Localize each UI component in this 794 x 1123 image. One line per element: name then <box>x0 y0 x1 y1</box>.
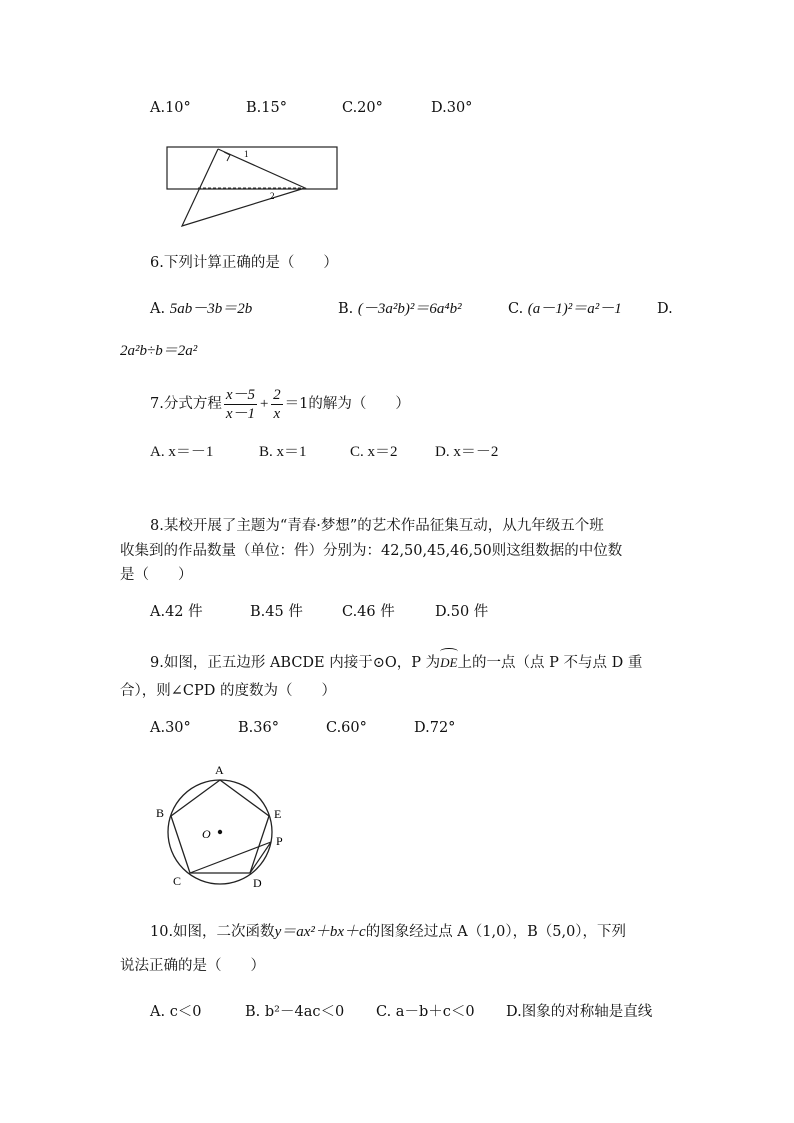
q7-option-d: D. x＝－2 <box>435 444 499 460</box>
q6-option-d-expr <box>120 341 197 361</box>
label-p: P <box>276 834 283 848</box>
q7-stem-prefix: 7.分式方程 <box>150 396 222 412</box>
q9-arc-mark-icon <box>440 648 457 655</box>
q7-option-a: A. x＝－1 <box>150 444 214 460</box>
q10-option-b: B. b²－4ac＜0 <box>245 1004 345 1020</box>
q7-stem-suffix: ＝1的解为（ ） <box>284 396 410 412</box>
label-d: D <box>253 876 262 890</box>
q9-option-b: B.36° <box>238 720 279 736</box>
q9-stem-line-1 <box>150 651 642 673</box>
angle-label-1: 1 <box>244 149 249 159</box>
q6-option-a <box>150 299 252 319</box>
q10-option-a: A. c＜0 <box>150 1004 202 1020</box>
q6-option-c-prefix: C. <box>508 301 524 317</box>
q5-option-b: B.15° <box>246 100 287 116</box>
q7-fraction-1-den: x－1 <box>225 405 256 422</box>
q6-stem: 6.下列计算正确的是（ ） <box>150 255 338 271</box>
q6-option-d-expr-text: 2a²b÷b＝2a² <box>120 343 198 359</box>
q6-option-d-prefix: D. <box>657 301 673 317</box>
q9-figure-pentagon-circle <box>150 760 300 892</box>
label-e: E <box>274 807 282 821</box>
q6-option-b-expr: (－3a²b)²＝6a⁴b² <box>357 301 462 317</box>
label-a: A <box>215 763 224 777</box>
ruler-rect <box>167 147 337 189</box>
q10-stem-line-1 <box>150 922 626 942</box>
q7-fraction-2 <box>271 386 283 423</box>
q7-stem <box>150 384 410 424</box>
q5-figure-ruler-triangle <box>160 140 345 232</box>
q10-stem-suffix: 的图象经过点 A（1,0），B（5,0），下列 <box>365 924 627 940</box>
q8-option-a: A.42 件 <box>150 604 203 620</box>
q7-option-b: B. x＝1 <box>259 444 307 460</box>
q6-option-c <box>508 299 622 319</box>
q8-stem-line-1: 8.某校开展了主题为“青春·梦想”的艺术作品征集互动，从九年级五个班 <box>150 518 604 534</box>
q6-option-c-expr: (a－1)²＝a²－1 <box>527 301 622 317</box>
q7-fraction-2-num: 2 <box>273 386 281 403</box>
q9-stem-prefix: 9.如图，正五边形 ABCDE 内接于⊙O，P 为 <box>150 655 441 671</box>
q6-option-b-prefix: B. <box>338 301 354 317</box>
q6-option-a-prefix: A. <box>150 301 166 317</box>
q7-option-c: C. x＝2 <box>350 444 398 460</box>
q9-stem-line-2: 合），则∠CPD 的度数为（ ） <box>120 683 336 699</box>
q9-option-c: C.60° <box>326 720 367 736</box>
q8-option-d: D.50 件 <box>435 604 489 620</box>
q10-option-c: C. a－b＋c＜0 <box>376 1004 475 1020</box>
q7-plus: + <box>259 396 270 412</box>
q5-option-d: D.30° <box>431 100 473 116</box>
q8-option-b: B.45 件 <box>250 604 303 620</box>
pentagon-abcde <box>171 780 269 873</box>
q9-option-a: A.30° <box>150 720 191 736</box>
q8-option-c: C.46 件 <box>342 604 395 620</box>
q8-stem-line-3: 是（ ） <box>120 567 193 583</box>
q7-fraction-1-num: x－5 <box>225 386 256 403</box>
q10-stem-prefix: 10.如图，二次函数 <box>150 924 275 940</box>
q7-fraction-2-den: x <box>273 405 281 422</box>
label-o: O <box>202 827 211 841</box>
q9-stem-suffix: 上的一点（点 P 不与点 D 重 <box>457 655 643 671</box>
q5-option-c: C.20° <box>342 100 383 116</box>
q5-option-a: A.10° <box>150 100 191 116</box>
q7-fraction-1 <box>224 386 257 423</box>
label-c: C <box>173 874 182 888</box>
q10-formula: y＝ax²＋bx＋c <box>274 924 366 940</box>
q9-arc-de <box>440 651 457 673</box>
q6-option-b <box>338 299 462 319</box>
q8-stem-line-2: 收集到的作品数量（单位：件）分别为：42,50,45,46,50则这组数据的中位数 <box>120 543 623 559</box>
q10-stem-line-2: 说法正确的是（ ） <box>120 958 265 974</box>
angle-label-2: 2 <box>270 191 275 201</box>
q6-option-a-expr: 5ab－3b＝2b <box>169 301 253 317</box>
label-b: B <box>156 806 165 820</box>
q9-arc-text: DE <box>440 655 458 670</box>
center-dot <box>218 830 222 834</box>
segment-cp <box>190 842 271 873</box>
q9-option-d: D.72° <box>414 720 456 736</box>
q10-option-d: D.图象的对称轴是直线 <box>506 1004 653 1020</box>
